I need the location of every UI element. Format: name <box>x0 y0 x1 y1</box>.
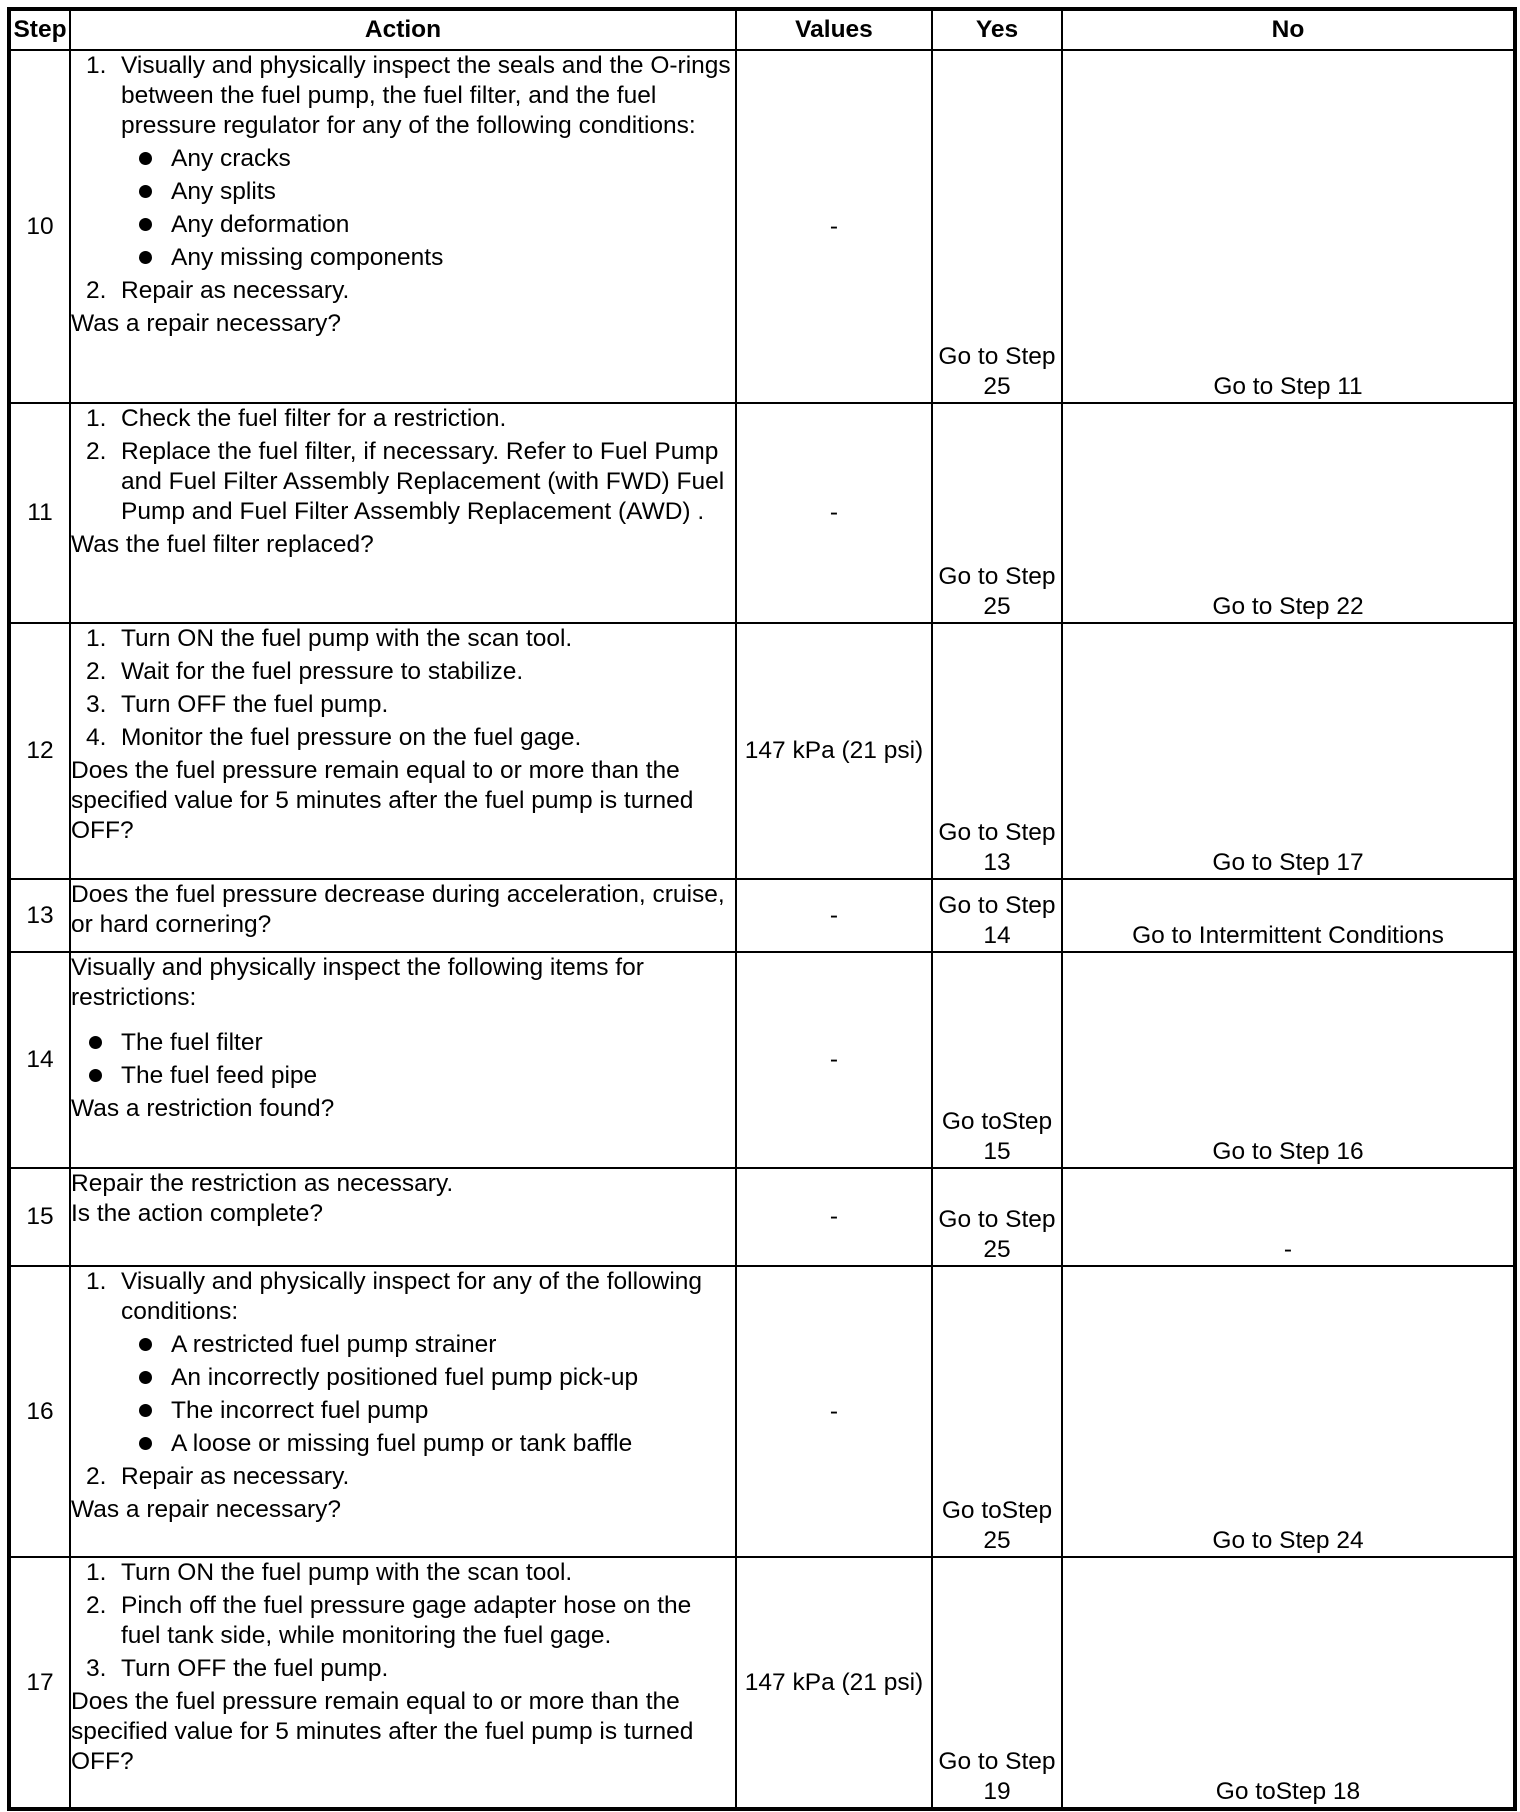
yes-cell: Go to Step 13 <box>932 623 1062 879</box>
action-item: Turn OFF the fuel pump. <box>121 691 389 718</box>
question-text: Was the fuel filter replaced? <box>71 531 374 558</box>
step-number: 10 <box>9 50 70 403</box>
table-row-step-15 <box>9 1168 1515 1266</box>
table-row-step-10 <box>9 50 1515 403</box>
bullet-item: A loose or missing fuel pump or tank baffle <box>171 1429 735 1459</box>
action-cell <box>70 1266 736 1557</box>
bullet-item: A restricted fuel pump strainer <box>171 1330 735 1360</box>
no-cell: Go to Step 16 <box>1062 952 1515 1168</box>
table-row-step-17 <box>9 1557 1515 1809</box>
table-row-step-12 <box>9 623 1515 879</box>
values-cell: 147 kPa (21 psi) <box>736 1557 932 1809</box>
question-text: Was a repair necessary? <box>71 1496 342 1523</box>
step-number: 12 <box>9 623 70 879</box>
action-intro: Visually and physically inspect the following items for restrictions: <box>71 954 644 1011</box>
step-number: 17 <box>9 1557 70 1809</box>
action-cell <box>70 1557 736 1809</box>
action-list <box>71 51 735 309</box>
action-item: Turn ON the fuel pump with the scan tool. <box>121 625 573 652</box>
action-item: Visually and physically inspect the seals and the O-rings between the fuel pump, the fuel filter, and the fuel pressure regulator for any of the following conditions: Any cracks Any splits Any deformation Any missing components <box>121 51 735 273</box>
action-list <box>71 1267 735 1495</box>
action-cell <box>70 50 736 403</box>
bullet-item: The fuel filter <box>121 1028 735 1058</box>
action-cell <box>70 952 736 1168</box>
action-item: Replace the fuel filter, if necessary. Refer to Fuel Pump and Fuel Filter Assembly Replacement (with FWD) Fuel Pump and Fuel Filter Assembly Replacement (AWD) . <box>121 438 725 525</box>
bullet-item: Any splits <box>171 177 735 207</box>
yes-cell: Go to Step 25 <box>932 1168 1062 1266</box>
header-row <box>9 9 1515 50</box>
header-no: No <box>1062 9 1515 50</box>
action-cell <box>70 403 736 623</box>
bullet-item: Any deformation <box>171 210 735 240</box>
question-text: Was a repair necessary? <box>71 310 342 337</box>
no-cell: Go to Intermittent Conditions <box>1062 879 1515 952</box>
action-list <box>71 1558 735 1687</box>
values-cell: - <box>736 879 932 952</box>
header-yes: Yes <box>932 9 1062 50</box>
no-cell: - <box>1062 1168 1515 1266</box>
table-row-step-14 <box>9 952 1515 1168</box>
question-text: Does the fuel pressure remain equal to or more than the specified value for 5 minutes after the fuel pump is turned OFF? <box>71 757 694 844</box>
action-item: Turn ON the fuel pump with the scan tool. <box>121 1559 573 1586</box>
action-item: Repair as necessary. <box>121 277 350 304</box>
table-row-step-11 <box>9 403 1515 623</box>
action-cell <box>70 879 736 952</box>
step-number: 15 <box>9 1168 70 1266</box>
bullet-item: Any missing components <box>171 243 735 273</box>
values-cell: - <box>736 403 932 623</box>
no-cell: Go to Step 22 <box>1062 403 1515 623</box>
table-row-step-13 <box>9 879 1515 952</box>
question-text: Does the fuel pressure decrease during acceleration, cruise, or hard cornering? <box>71 881 725 938</box>
values-cell: - <box>736 1266 932 1557</box>
condition-list <box>121 1330 735 1459</box>
step-number: 14 <box>9 952 70 1168</box>
condition-list <box>121 144 735 273</box>
action-list <box>71 404 735 530</box>
yes-cell: Go to Step 25 <box>932 403 1062 623</box>
action-item: Check the fuel filter for a restriction. <box>121 405 507 432</box>
action-item: Turn OFF the fuel pump. <box>121 1655 389 1682</box>
no-cell: Go to Step 11 <box>1062 50 1515 403</box>
values-cell: - <box>736 952 932 1168</box>
yes-cell: Go to Step 19 <box>932 1557 1062 1809</box>
yes-cell: Go to Step 25 <box>932 50 1062 403</box>
diagnostic-table <box>7 7 1517 1811</box>
no-cell: Go toStep 18 <box>1062 1557 1515 1809</box>
step-number: 16 <box>9 1266 70 1557</box>
restriction-list <box>71 1028 735 1094</box>
question-text: Was a restriction found? <box>71 1095 335 1122</box>
step-number: 13 <box>9 879 70 952</box>
values-cell: - <box>736 50 932 403</box>
question-text: Is the action complete? <box>71 1200 323 1227</box>
values-cell: - <box>736 1168 932 1266</box>
header-step: Step <box>9 9 70 50</box>
action-cell <box>70 1168 736 1266</box>
action-cell <box>70 623 736 879</box>
no-cell: Go to Step 17 <box>1062 623 1515 879</box>
bullet-item: The fuel feed pipe <box>121 1061 735 1091</box>
action-list <box>71 624 735 756</box>
action-item: Pinch off the fuel pressure gage adapter hose on the fuel tank side, while monitoring the fuel gage. <box>121 1592 692 1649</box>
action-item: Monitor the fuel pressure on the fuel gage. <box>121 724 582 751</box>
table-row-step-16 <box>9 1266 1515 1557</box>
yes-cell: Go toStep 15 <box>932 952 1062 1168</box>
yes-cell: Go to Step 14 <box>932 879 1062 952</box>
no-cell: Go to Step 24 <box>1062 1266 1515 1557</box>
header-values: Values <box>736 9 932 50</box>
values-cell: 147 kPa (21 psi) <box>736 623 932 879</box>
bullet-item: The incorrect fuel pump <box>171 1396 735 1426</box>
action-intro: Repair the restriction as necessary. <box>71 1170 454 1197</box>
header-action: Action <box>70 9 736 50</box>
action-item: Visually and physically inspect for any of the following conditions: A restricted fuel pump strainer An incorrectly positioned fuel pump pick-up The incorrect fuel pump A loose or missing fuel pump or tank baffle <box>121 1267 735 1459</box>
bullet-item: An incorrectly positioned fuel pump pick-up <box>171 1363 735 1393</box>
bullet-item: Any cracks <box>171 144 735 174</box>
action-item: Repair as necessary. <box>121 1463 350 1490</box>
question-text: Does the fuel pressure remain equal to or more than the specified value for 5 minutes after the fuel pump is turned OFF? <box>71 1688 694 1775</box>
step-number: 11 <box>9 403 70 623</box>
yes-cell: Go toStep 25 <box>932 1266 1062 1557</box>
action-item: Wait for the fuel pressure to stabilize. <box>121 658 524 685</box>
